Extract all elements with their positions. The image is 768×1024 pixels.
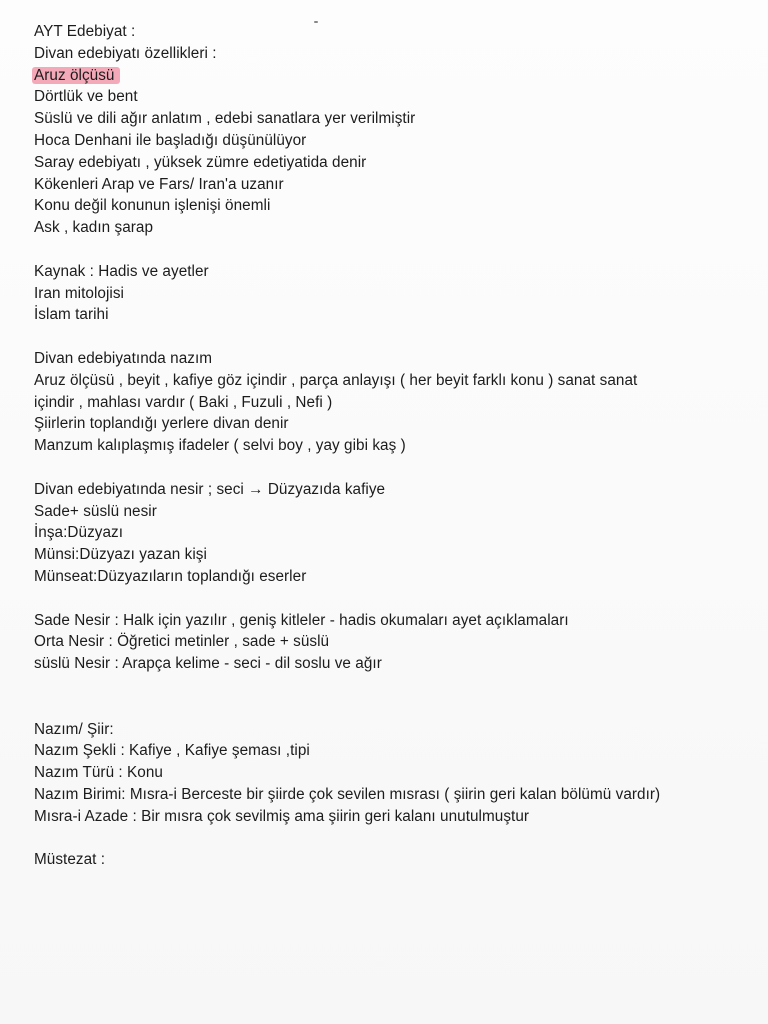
feature-item: Saray edebiyatı , yüksek zümre edetiyatida denir <box>34 153 367 171</box>
spacer <box>34 588 754 610</box>
nazim-heading: Divan edebiyatında nazım <box>34 349 213 367</box>
nesir-item: İnşa:Düzyazı <box>34 524 124 542</box>
siir-item: Mısra-i Azade : Bir mısra çok sevilmiş ama şiirin geri kalanı unutulmuştur <box>34 807 530 825</box>
page-title: AYT Edebiyat : <box>34 23 136 40</box>
nesir-item: Münsi:Düzyazı yazan kişi <box>34 546 207 564</box>
nesir-type-item: Sade Nesir : Halk için yazılır , geniş kitleler - hadis okumaları ayet açıklamaları <box>34 611 569 629</box>
siir-heading: Nazım/ Şiir: <box>34 720 114 738</box>
spacer <box>34 675 754 697</box>
sources-item: Kaynak : Hadis ve ayetler <box>34 262 209 280</box>
sources-item: İslam tarihi <box>34 306 109 324</box>
nesir-heading: Divan edebiyatında nesir ; seci → Düzyazıda kafiye <box>34 480 386 498</box>
feature-item: Kökenleri Arap ve Fars/ Iran'a uzanır <box>34 175 284 193</box>
nesir-item: Sade+ süslü nesir <box>34 502 157 520</box>
feature-item-highlighted <box>34 65 754 87</box>
spacer <box>34 326 754 348</box>
nazim-item: Şiirlerin toplandığı yerlere divan denir <box>34 415 289 433</box>
notes-content <box>34 21 754 871</box>
spacer <box>34 697 754 719</box>
nesir-type-item: süslü Nesir : Arapça kelime - seci - dil soslu ve ağır <box>34 655 382 673</box>
feature-item: Dörtlük ve bent <box>34 88 138 106</box>
nazim-item: Manzum kalıplaşmış ifadeler ( selvi boy , yay gibi kaş ) <box>34 437 406 455</box>
nazim-item: Aruz ölçüsü , beyit , kafiye göz içindir , parça anlayışı ( her beyit farklı konu ) sanat sanat <box>34 371 638 389</box>
nazim-item: içindir , mahlası vardır ( Baki , Fuzuli , Nefi ) <box>34 393 333 411</box>
feature-item: Konu değil konunun işlenişi önemli <box>34 197 271 215</box>
feature-item: Hoca Denhani ile başladığı düşünülüyor <box>34 131 307 149</box>
siir-item: Nazım Birimi: Mısra-i Berceste bir şiirde çok sevilen mısrası ( şiirin geri kalan bölümü vardır) <box>34 785 661 803</box>
spacer <box>34 827 754 849</box>
section-heading-divan: Divan edebiyatı özellikleri : <box>34 44 217 62</box>
feature-item: Süslü ve dili ağır anlatım , edebi sanatlara yer verilmiştir <box>34 110 416 128</box>
feature-item: Ask , kadın şarap <box>34 219 154 237</box>
siir-item: Nazım Şekli : Kafiye , Kafiye şeması ,tipi <box>34 742 310 760</box>
nesir-type-item: Orta Nesir : Öğretici metinler , sade + süslü <box>34 633 330 651</box>
spacer <box>34 457 754 479</box>
highlight-marker: Aruz ölçüsü <box>32 67 120 84</box>
spacer <box>34 239 754 261</box>
sources-item: Iran mitolojisi <box>34 284 125 302</box>
siir-item: Nazım Türü : Konu <box>34 764 163 782</box>
mustezat-heading: Müstezat : <box>34 851 106 869</box>
nesir-item: Münseat:Düzyazıların toplandığı eserler <box>34 567 307 585</box>
